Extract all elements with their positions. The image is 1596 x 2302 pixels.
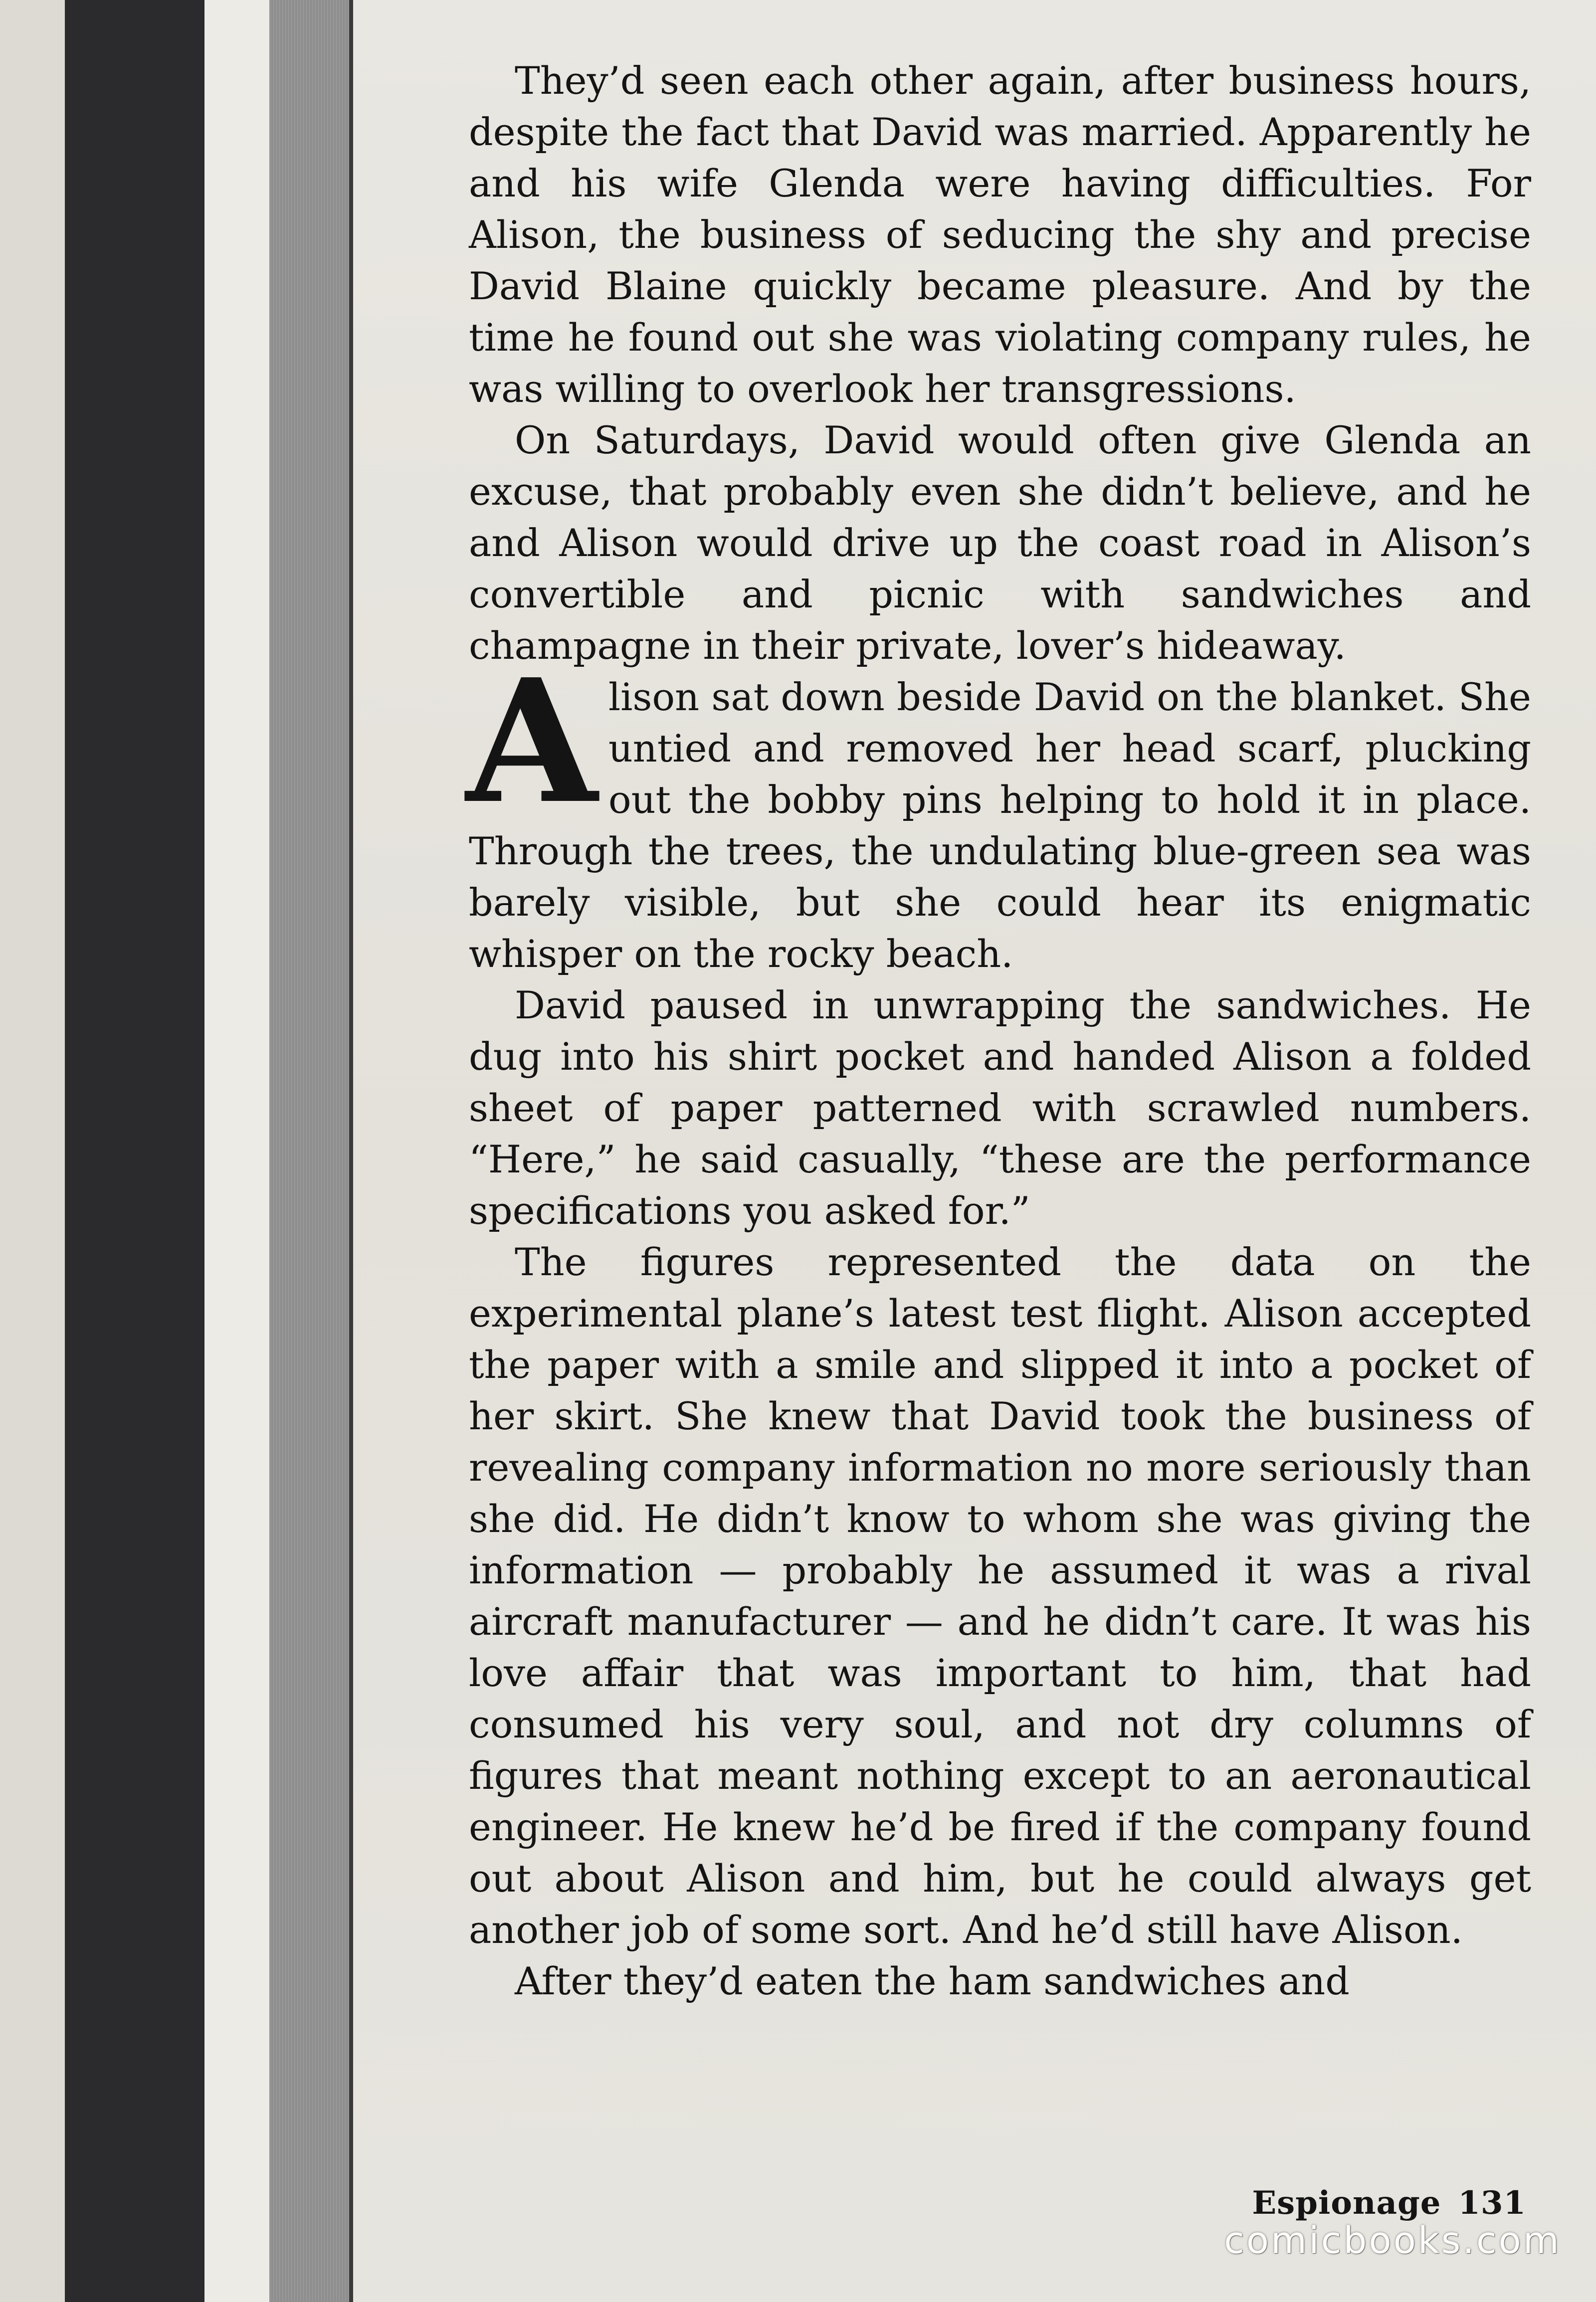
story-paragraph: On Saturdays, David would often give Glenda an excuse, that probably even she didn’t believe, and he and Alison would drive up the coast road in Alison’s convertible and picnic with sandwiches and champagne in their private, lover’s hideaway. (469, 418, 1531, 668)
page-footer (1252, 2184, 1526, 2222)
drop-cap-paragraph (466, 642, 1531, 979)
story-paragraph: David paused in unwrapping the sandwiches. He dug into his shirt pocket and handed Alison a folded sheet of paper patterned with scrawled numbers. “Here,” he said casually, “these are the performance specifications you asked for.” (469, 983, 1531, 1233)
magazine-name: Espionage (1252, 2184, 1441, 2222)
story-paragraph: They’d seen each other again, after business hours, despite the fact that David was married. Apparently he and his wife Glenda were having difficulties. For Alison, the business of seducing the shy and precise David Blaine quickly became pleasure. And by the time he found out she was violating company rules, he was willing to overlook her transgressions. (469, 58, 1531, 411)
stripe-border (349, 0, 353, 2302)
light-decorative-stripe (204, 0, 269, 2302)
gray-halftone-stripe (269, 0, 349, 2302)
story-text-column (466, 55, 1531, 2007)
story-paragraph: The figures represented the data on the experimental plane’s latest test flight. Alison accepted the paper with a smile and slipped it into a pocket of her skirt. She knew that David took the business of revealing company information no more seriously than she did. He didn’t know to whom she was giving the information — probably he assumed it was a rival aircraft manufacturer — and he didn’t care. It was his love affair that was important to him, that had consumed his very soul, and not dry columns of figures that meant nothing except to an aeronautical engineer. He knew he’d be fired if the company found out about Alison and him, but he could always get another job of some sort. And he’d still have Alison. (469, 1240, 1531, 1952)
drop-cap-letter: A (466, 642, 598, 841)
page-number: 131 (1458, 2184, 1526, 2222)
left-margin (0, 0, 65, 2302)
story-paragraph: After they’d eaten the ham sandwiches and (515, 1959, 1350, 2003)
dark-decorative-stripe (65, 0, 204, 2302)
drop-cap-paragraph-text: lison sat down beside David on the blanket. She untied and removed her head scarf, plucking out the bobby pins helping to hold it in place. Through the trees, the undulating blue-green sea was barely visible, but she could hear its enigmatic whisper on the rocky beach. (469, 675, 1531, 976)
site-watermark: comicbooks.com (1224, 2219, 1561, 2262)
